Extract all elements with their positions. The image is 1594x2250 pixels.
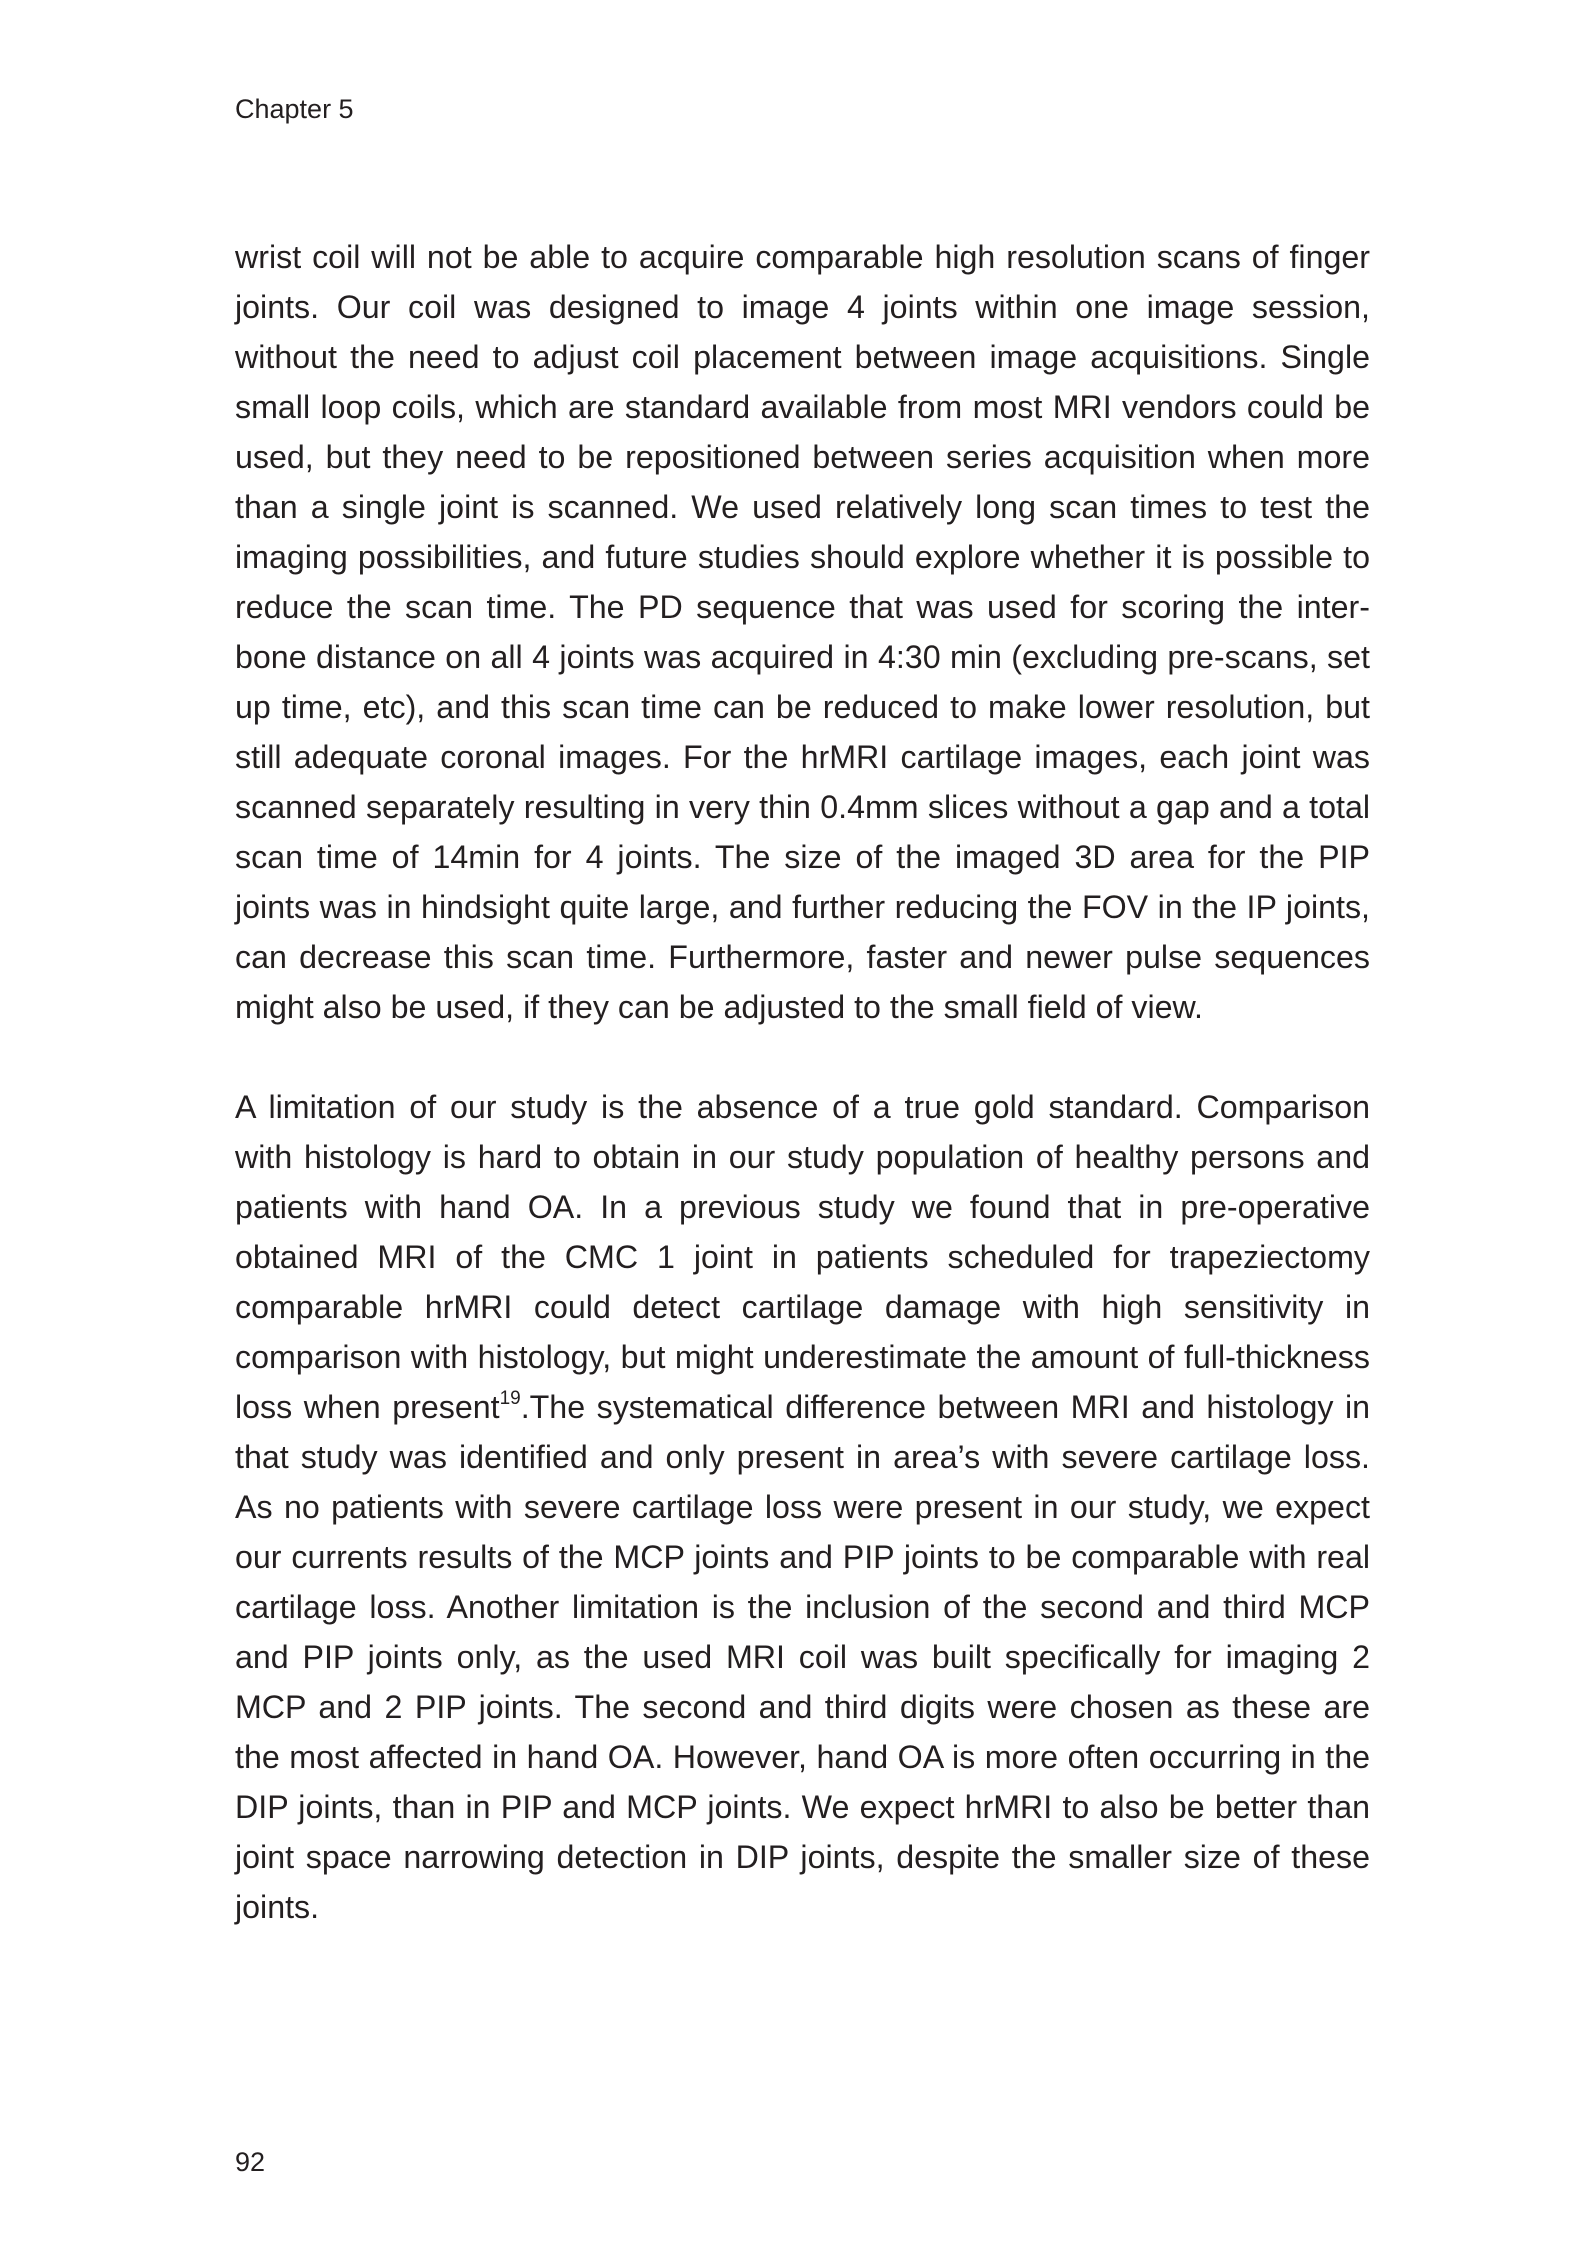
paragraph-limitations-text-part-2: .The systematical difference between MRI and histology in that study was identified and only present in area’s with severe cartilage loss. As no patients with severe cartilage loss were present in our study, we expect our currents results of the MCP joints and PIP joints to be comparable with real cartilage loss. Another limitation is the inclusion of the second and third MCP and PIP joints only, as the used MRI coil was built specifically for imaging 2 MCP and 2 PIP joints. The second and third digits were chosen as these are the most affected in hand OA. However, hand OA is more often occurring in the DIP joints, than in PIP and MCP joints. We expect hrMRI to also be better than joint space narrowing detection in DIP joints, despite the smaller size of these joints. (235, 1389, 1370, 1925)
body-text (235, 232, 1370, 1932)
page-number: 92 (235, 2147, 266, 2177)
citation-reference[interactable]: 19 (499, 1387, 521, 1409)
paragraph-scan-protocol: wrist coil will not be able to acquire comparable high resolution scans of finger joints. Our coil was designed to image 4 joints within one image session, without the need to adjust coil placement between image acquisitions. Single small loop coils, which are standard available from most MRI vendors could be used, but they need to be repositioned between series acquisition when more than a single joint is scanned. We used relatively long scan times to test the imaging possibilities, and future studies should explore whether it is possible to reduce the scan time. The PD sequence that was used for scoring the inter-bone distance on all 4 joints was acquired in 4:30 min (excluding pre-scans, set up time, etc), and this scan time can be reduced to make lower resolution, but still adequate coronal images. For the hrMRI cartilage images, each joint was scanned separately resulting in very thin 0.4mm slices without a gap and a total scan time of 14min for 4 joints. The size of the imaged 3D area for the PIP joints was in hindsight quite large, and further reducing the FOV in the IP joints, can decrease this scan time. Furthermore, faster and newer pulse sequences might also be used, if they can be adjusted to the small field of view. (235, 239, 1370, 1025)
paragraph-limitations-text-part-1: A limitation of our study is the absence of a true gold standard. Comparison with histology is hard to obtain in our study population of healthy persons and patients with hand OA. In a previous study we found that in pre-operative obtained MRI of the CMC 1 joint in patients scheduled for trapeziectomy comparable hrMRI could detect cartilage damage with high sensitivity in comparison with histology, but might underestimate the amount of full-thickness loss when present (235, 1089, 1370, 1425)
paragraph-limitations (235, 1082, 1370, 1932)
running-header: Chapter 5 (235, 94, 354, 124)
